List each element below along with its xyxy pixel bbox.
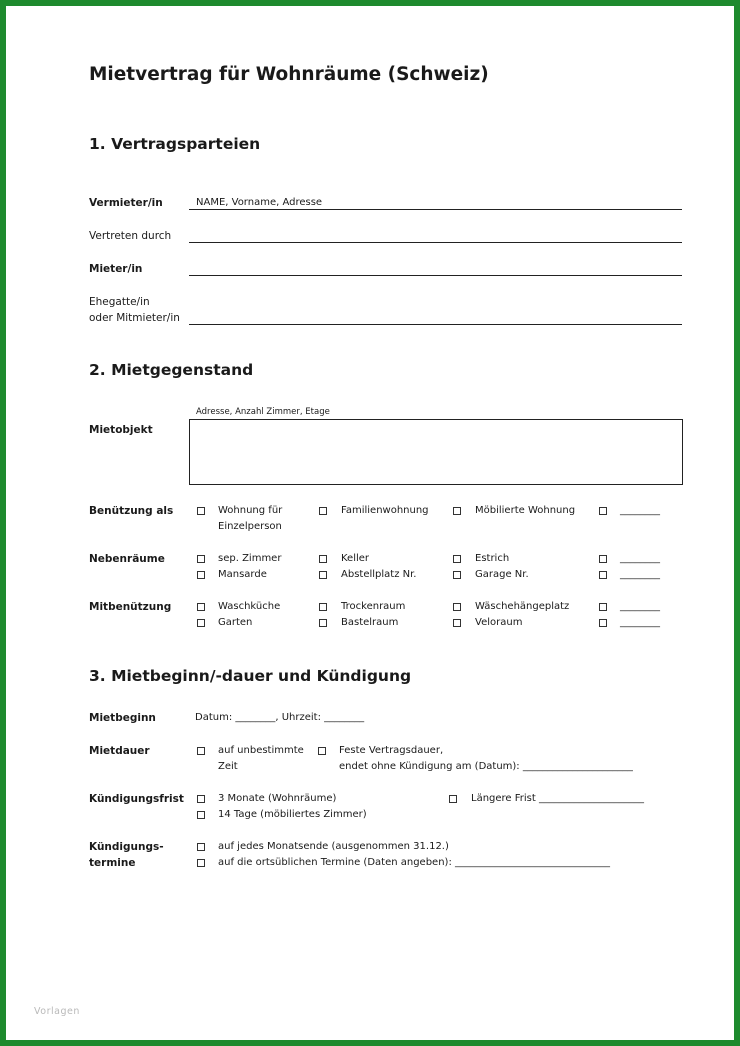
- option-benuetzung-other-blank[interactable]: ________: [620, 505, 660, 516]
- checkbox-unbestimmte-zeit[interactable]: [197, 747, 205, 755]
- checkbox-monatsende[interactable]: [197, 843, 205, 851]
- checkbox-veloraum[interactable]: [453, 619, 461, 627]
- mitbenuetzung-label: Mitbenützung: [89, 601, 172, 613]
- checkbox-benuetzung-other[interactable]: [599, 507, 607, 515]
- option-mitbenuetzung-other-2-blank[interactable]: ________: [620, 617, 660, 628]
- option-bastelraum: Bastelraum: [341, 617, 399, 628]
- option-14-tage: 14 Tage (möbiliertes Zimmer): [218, 809, 367, 820]
- option-garage: Garage Nr.: [475, 569, 529, 580]
- checkbox-garten[interactable]: [197, 619, 205, 627]
- option-sep-zimmer: sep. Zimmer: [218, 553, 282, 564]
- ehegatte-label-line1: Ehegatte/in: [89, 296, 150, 308]
- kuendigungsfrist-label: Kündigungsfrist: [89, 793, 184, 805]
- mietbeginn-datum-uhrzeit[interactable]: Datum: ________, Uhrzeit: ________: [195, 712, 365, 723]
- option-laengere-frist[interactable]: Längere Frist _____________________: [471, 793, 644, 804]
- section-heading-mietbeginn-kuendigung: 3. Mietbeginn/-dauer und Kündigung: [89, 667, 412, 685]
- mieter-field-line[interactable]: [189, 275, 682, 276]
- option-wohnung-line1: Wohnung für: [218, 505, 283, 516]
- checkbox-mitbenuetzung-other-2[interactable]: [599, 619, 607, 627]
- checkbox-nebenraeume-other-2[interactable]: [599, 571, 607, 579]
- checkbox-abstellplatz[interactable]: [319, 571, 327, 579]
- mietobjekt-textbox[interactable]: [189, 419, 683, 485]
- option-keller: Keller: [341, 553, 370, 564]
- checkbox-keller[interactable]: [319, 555, 327, 563]
- mieter-label: Mieter/in: [89, 263, 143, 275]
- option-waschkueche: Waschküche: [218, 601, 281, 612]
- document-title: Mietvertrag für Wohnräume (Schweiz): [89, 64, 489, 85]
- option-monatsende: auf jedes Monatsende (ausgenommen 31.12.): [218, 841, 449, 852]
- checkbox-bastelraum[interactable]: [319, 619, 327, 627]
- option-garten: Garten: [218, 617, 253, 628]
- mietbeginn-label: Mietbeginn: [89, 712, 156, 724]
- option-abstellplatz: Abstellplatz Nr.: [341, 569, 417, 580]
- checkbox-wohnung-einzelperson[interactable]: [197, 507, 205, 515]
- checkbox-mansarde[interactable]: [197, 571, 205, 579]
- option-mitbenuetzung-other-1-blank[interactable]: ________: [620, 601, 660, 612]
- benuetzung-label: Benützung als: [89, 505, 174, 517]
- checkbox-nebenraeume-other-1[interactable]: [599, 555, 607, 563]
- checkbox-14-tage[interactable]: [197, 811, 205, 819]
- option-feste-vertragsdauer-line2[interactable]: endet ohne Kündigung am (Datum): ______________________: [339, 761, 633, 772]
- vertreten-field-line[interactable]: [189, 242, 682, 243]
- checkbox-ortsuebliche-termine[interactable]: [197, 859, 205, 867]
- vermieter-field-value[interactable]: NAME, Vorname, Adresse: [196, 197, 323, 208]
- checkbox-familienwohnung[interactable]: [319, 507, 327, 515]
- checkbox-waeschehaengeplatz[interactable]: [453, 603, 461, 611]
- vertreten-label: Vertreten durch: [89, 230, 172, 242]
- vermieter-label: Vermieter/in: [89, 197, 163, 209]
- checkbox-3-monate[interactable]: [197, 795, 205, 803]
- option-unbestimmte-zeit-line2: Zeit: [218, 761, 238, 772]
- option-3-monate: 3 Monate (Wohnräume): [218, 793, 337, 804]
- option-veloraum: Veloraum: [475, 617, 523, 628]
- checkbox-garage[interactable]: [453, 571, 461, 579]
- option-estrich: Estrich: [475, 553, 510, 564]
- checkbox-trockenraum[interactable]: [319, 603, 327, 611]
- option-mansarde: Mansarde: [218, 569, 267, 580]
- option-waeschehaengeplatz: Wäschehängeplatz: [475, 601, 570, 612]
- option-wohnung-line2: Einzelperson: [218, 521, 282, 532]
- option-nebenraeume-other-1-blank[interactable]: ________: [620, 553, 660, 564]
- checkbox-estrich[interactable]: [453, 555, 461, 563]
- option-nebenraeume-other-2-blank[interactable]: ________: [620, 569, 660, 580]
- mietdauer-label: Mietdauer: [89, 745, 150, 757]
- checkbox-moebilierte-wohnung[interactable]: [453, 507, 461, 515]
- option-unbestimmte-zeit-line1: auf unbestimmte: [218, 745, 304, 756]
- checkbox-laengere-frist[interactable]: [449, 795, 457, 803]
- section-heading-mietgegenstand: 2. Mietgegenstand: [89, 361, 254, 379]
- footer-watermark: Vorlagen: [34, 1006, 80, 1017]
- mietobjekt-hint: Adresse, Anzahl Zimmer, Etage: [196, 407, 330, 417]
- ehegatte-field-line[interactable]: [189, 324, 682, 325]
- checkbox-waschkueche[interactable]: [197, 603, 205, 611]
- kuendigungstermine-label-line1: Kündigungs-: [89, 841, 164, 853]
- option-moebilierte-wohnung: Möbilierte Wohnung: [475, 505, 576, 516]
- option-feste-vertragsdauer-line1: Feste Vertragsdauer,: [339, 745, 444, 756]
- vermieter-field-line: [189, 209, 682, 210]
- checkbox-mitbenuetzung-other-1[interactable]: [599, 603, 607, 611]
- option-ortsuebliche-termine[interactable]: auf die ortsüblichen Termine (Daten angeben): _______________________________: [218, 857, 610, 868]
- ehegatte-label-line2: oder Mitmieter/in: [89, 312, 180, 324]
- section-heading-vertragsparteien: 1. Vertragsparteien: [89, 135, 261, 153]
- checkbox-sep-zimmer[interactable]: [197, 555, 205, 563]
- checkbox-feste-vertragsdauer[interactable]: [318, 747, 326, 755]
- mietobjekt-label: Mietobjekt: [89, 424, 153, 436]
- option-familienwohnung: Familienwohnung: [341, 505, 429, 516]
- nebenraeume-label: Nebenräume: [89, 553, 165, 565]
- kuendigungstermine-label-line2: termine: [89, 857, 136, 869]
- option-trockenraum: Trockenraum: [341, 601, 406, 612]
